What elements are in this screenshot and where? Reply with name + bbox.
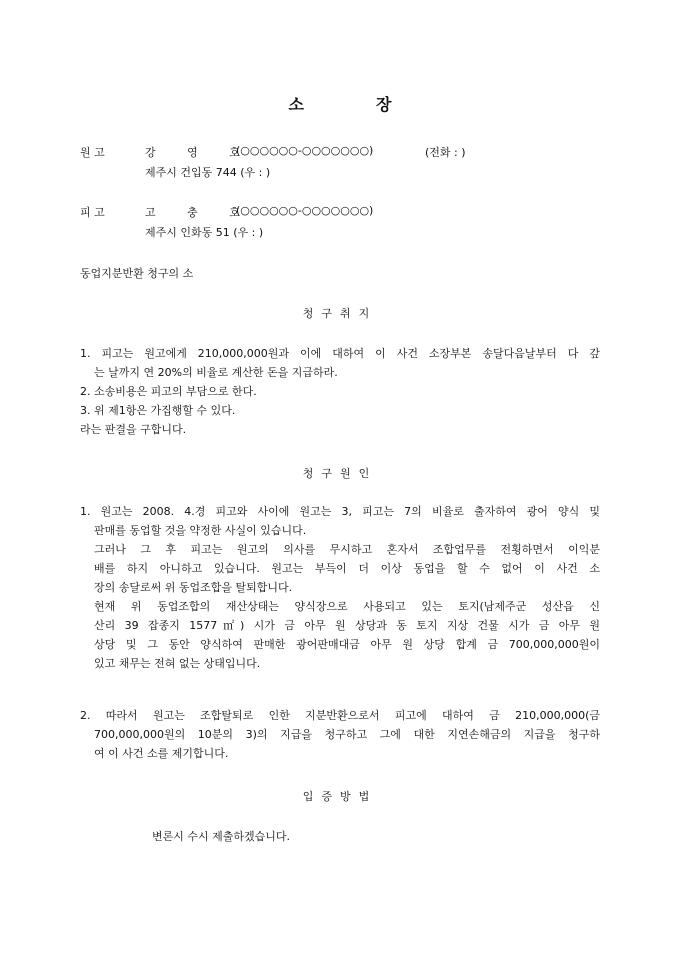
claim-cause-line: 산리 39 잡종지 1577㎡) 시가 금 아무 원 상당과 동 토지 지상 건물 시가 금 아무 원 <box>94 619 600 632</box>
claim-cause-line: 있고 채무는 전혀 없는 상태입니다. <box>94 657 261 670</box>
claim-cause-line: 700,000,000원의 10분의 3)의 지급을 청구하고 그에 대한 지연손해금의 지급을 청구하 <box>94 728 600 741</box>
claim-cause-line: 장의 송달로써 위 동업조합을 탈퇴합니다. <box>94 581 293 594</box>
claim-cause-line: 2. 따라서 원고는 조합탈퇴로 인한 지분반환으로서 피고에 대하여 금 210,000,000(금 <box>80 709 600 722</box>
claim-cause-line: 여 이 사건 소를 제기합니다. <box>94 747 229 760</box>
claim-cause-line: 판매를 동업할 것을 약정한 사실이 있습니다. <box>94 524 307 537</box>
plaintiff-phone: (전화 : ) <box>425 146 466 159</box>
plaintiff-name: 강 영 호 <box>145 146 254 159</box>
evidence-text: 변론시 수시 제출하겠습니다. <box>152 830 291 843</box>
claim-purpose-item-1-line-2: 는 날까지 연 20%의 비율로 계산한 돈을 지급하라. <box>94 366 338 379</box>
claim-cause-line: 그러나 그 후 피고는 원고의 의사를 무시하고 혼자서 조합업무를 전횡하면서 이익분 <box>94 543 600 556</box>
defendant-name: 고 충 호 <box>145 206 254 219</box>
plaintiff-id: (○○○○○○-○○○○○○○) <box>236 144 374 157</box>
title-char-2: 장 <box>376 95 392 114</box>
claim-purpose-heading: 청구취지 <box>302 307 378 320</box>
claim-purpose-item-1-line-1: 1. 피고는 원고에게 210,000,000원과 이에 대하여 이 사건 소장부본 송달다음날부터 다 갚 <box>80 347 600 360</box>
claim-cause-line: 상당 및 그 동안 양식하여 판매한 광어판매대금 아무 원 상당 합계 금 700,000,000원이 <box>94 638 600 651</box>
document-title <box>0 92 680 115</box>
claim-purpose-body <box>80 344 600 439</box>
claim-purpose-closing: 라는 판결을 구합니다. <box>80 423 187 436</box>
claim-cause-paragraph-2 <box>80 706 600 763</box>
claim-cause-heading: 청구원인 <box>302 467 378 480</box>
defendant-label: 피 고 <box>80 206 105 219</box>
claim-cause-line: 배를 하지 아니하고 있습니다. 원고는 부득이 더 이상 동업을 할 수 없어 이 사건 소 <box>94 562 600 575</box>
defendant-address: 제주시 인화동 51 (우 : ) <box>145 226 264 239</box>
claim-cause-line: 1. 원고는 2008. 4.경 피고와 사이에 원고는 3, 피고는 7의 비율로 출자하여 광어 양식 및 <box>80 505 600 518</box>
claim-purpose-item-2: 2. 소송비용은 피고의 부담으로 한다. <box>80 385 257 398</box>
defendant-id: (○○○○○○-○○○○○○○) <box>236 204 374 217</box>
case-name: 동업지분반환 청구의 소 <box>80 267 194 280</box>
claim-cause-line: 현재 위 동업조합의 재산상태는 양식장으로 사용되고 있는 토지(남제주군 성산읍 신 <box>94 600 600 613</box>
plaintiff-label: 원 고 <box>80 146 105 159</box>
claim-purpose-item-3: 3. 위 제1항은 가집행할 수 있다. <box>80 404 236 417</box>
claim-cause-paragraph-1 <box>80 502 600 673</box>
evidence-heading: 입증방법 <box>302 790 378 803</box>
title-char-1: 소 <box>288 95 304 114</box>
plaintiff-address: 제주시 건입동 744 (우 : ) <box>145 166 271 179</box>
